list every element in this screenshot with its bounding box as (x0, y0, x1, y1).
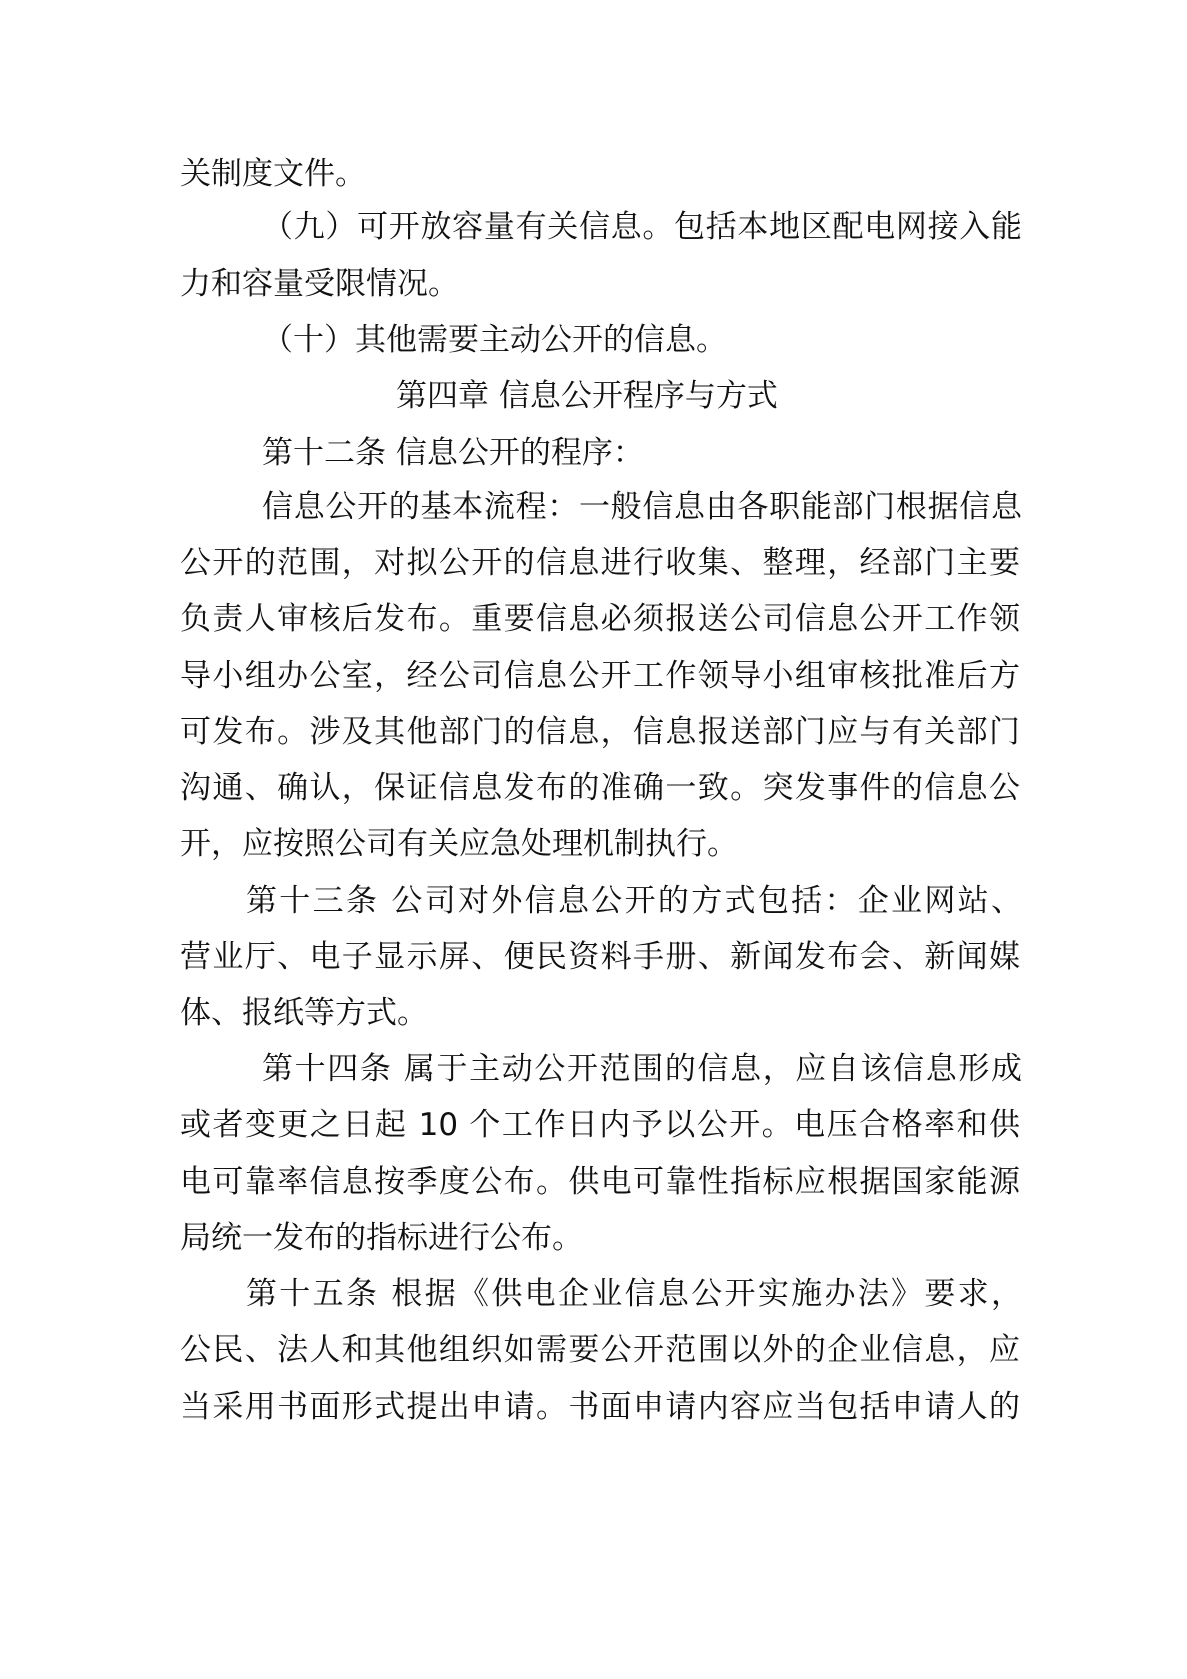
text-line: 第十五条 根据《供电企业信息公开实施办法》要求， (246, 1276, 1022, 1312)
text-line: 公开的范围，对拟公开的信息进行收集、整理，经部门主要 (180, 545, 1020, 581)
text-line: 电可靠率信息按季度公布。供电可靠性指标应根据国家能源 (180, 1164, 1020, 1200)
text-line: 局统一发布的指标进行公布。 (180, 1220, 583, 1256)
text-line: 沟通、确认，保证信息发布的准确一致。突发事件的信息公 (180, 770, 1020, 806)
text-line: 第十三条 公司对外信息公开的方式包括：企业网站、 (246, 883, 1022, 919)
text-line: 关制度文件。 (180, 156, 366, 192)
text-line: 负责人审核后发布。重要信息必须报送公司信息公开工作领 (180, 601, 1020, 637)
text-line: 导小组办公室，经公司信息公开工作领导小组审核批准后方 (180, 658, 1020, 694)
text-line: （十）其他需要主动公开的信息。 (262, 322, 727, 358)
text-line: （九）可开放容量有关信息。包括本地区配电网接入能 (262, 209, 1022, 245)
article-heading: 第十二条 信息公开的程序： (262, 435, 644, 471)
text-line: 当采用书面形式提出申请。书面申请内容应当包括申请人的 (180, 1389, 1020, 1425)
text-line: 信息公开的基本流程：一般信息由各职能部门根据信息 (262, 489, 1022, 525)
text-line: 公民、法人和其他组织如需要公开范围以外的企业信息，应 (180, 1332, 1020, 1368)
text-line: 可发布。涉及其他部门的信息，信息报送部门应与有关部门 (180, 714, 1020, 750)
text-line: 营业厅、电子显示屏、便民资料手册、新闻发布会、新闻媒 (180, 939, 1020, 975)
text-line: 或者变更之日起 10 个工作日内予以公开。电压合格率和供 (180, 1107, 1020, 1143)
text-line: 开，应按照公司有关应急处理机制执行。 (180, 826, 738, 862)
text-line: 第十四条 属于主动公开范围的信息，应自该信息形成 (262, 1051, 1022, 1087)
text-line: 体、报纸等方式。 (180, 995, 428, 1031)
text-line: 力和容量受限情况。 (180, 266, 459, 302)
chapter-heading: 第四章 信息公开程序与方式 (396, 378, 778, 414)
